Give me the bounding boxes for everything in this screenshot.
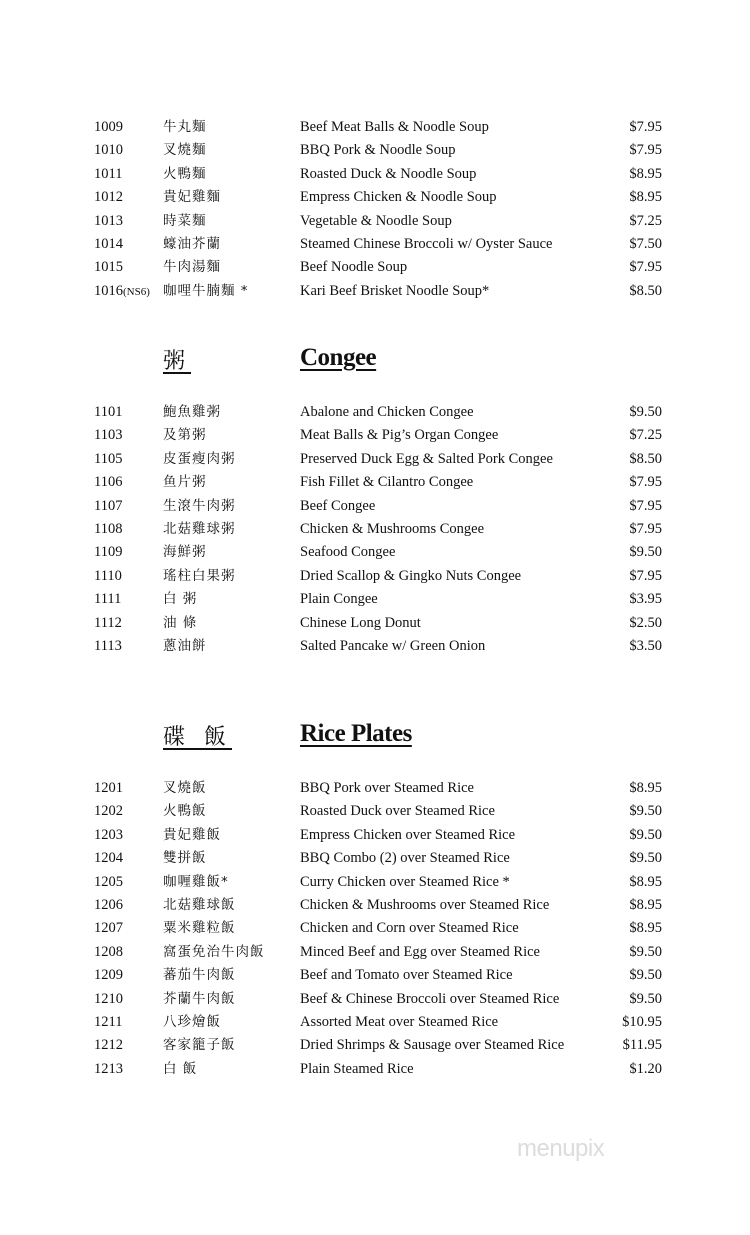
item-code-number: 1206 xyxy=(94,897,123,913)
item-code xyxy=(94,894,123,917)
item-price: $9.50 xyxy=(629,850,662,867)
item-name-english: Chicken and Corn over Steamed Rice xyxy=(300,920,519,937)
item-code-number: 1110 xyxy=(94,567,122,584)
item-code xyxy=(94,964,123,987)
menu-item-row xyxy=(0,541,750,564)
item-code xyxy=(94,1034,123,1057)
item-code-number: 1101 xyxy=(94,404,123,420)
item-name-chinese: 鱼片粥 xyxy=(163,474,207,491)
menu-item-row xyxy=(0,941,750,964)
item-code-number: 1211 xyxy=(94,1014,123,1030)
menu-item-row xyxy=(0,988,750,1011)
item-name-english: Beef Congee xyxy=(300,497,376,514)
item-code xyxy=(94,424,122,447)
item-name-english: Roasted Duck over Steamed Rice xyxy=(300,803,495,820)
item-code-number: 1208 xyxy=(94,943,123,960)
item-code-number: 1105 xyxy=(94,450,123,467)
menu-item-row xyxy=(0,448,750,471)
item-code xyxy=(94,233,123,256)
item-name-english: Kari Beef Brisket Noodle Soup* xyxy=(300,282,490,299)
item-code-number: 1009 xyxy=(94,119,123,135)
menu-item-row xyxy=(0,635,750,658)
item-code xyxy=(94,847,123,870)
item-name-english: Dried Scallop & Gingko Nuts Congee xyxy=(300,567,522,584)
item-price: $8.95 xyxy=(629,920,662,937)
item-name-english: BBQ Combo (2) over Steamed Rice xyxy=(300,850,510,867)
item-code xyxy=(94,1011,122,1034)
menu-item-row xyxy=(0,800,750,823)
menu-item-row xyxy=(0,1058,750,1081)
item-price: $7.95 xyxy=(629,497,662,514)
item-name-chinese: 火鴨麵 xyxy=(163,165,207,182)
item-name-english: Curry Chicken over Steamed Rice * xyxy=(300,873,510,890)
item-name-english: Plain Congee xyxy=(300,591,378,608)
item-name-english: Assorted Meat over Steamed Rice xyxy=(300,1014,499,1030)
menu-item-row xyxy=(0,777,750,800)
item-code-number: 1209 xyxy=(94,967,123,984)
menu-item-row xyxy=(0,824,750,847)
item-name-chinese: 海鮮粥 xyxy=(163,544,207,561)
item-code-number: 1205 xyxy=(94,873,123,890)
item-code-number: 1210 xyxy=(94,990,123,1007)
item-name-english: Salted Pancake w/ Green Onion xyxy=(300,638,486,654)
item-price: $9.50 xyxy=(629,967,662,984)
item-code xyxy=(94,163,122,186)
item-name-english: Chinese Long Donut xyxy=(300,614,421,631)
item-name-chinese: 瑤柱白果粥 xyxy=(163,567,236,584)
item-price: $9.50 xyxy=(629,803,662,820)
menu-item-row xyxy=(0,1034,750,1057)
item-price: $8.95 xyxy=(629,165,662,182)
item-code xyxy=(94,800,123,823)
item-code xyxy=(94,565,122,588)
menu-item-row xyxy=(0,471,750,494)
item-name-chinese: 蔥油餅 xyxy=(163,638,207,654)
item-name-english: Beef Meat Balls & Noodle Soup xyxy=(300,119,489,135)
menu-item-row xyxy=(0,186,750,209)
item-price: $8.95 xyxy=(629,189,662,206)
item-code xyxy=(94,824,123,847)
item-price: $9.50 xyxy=(629,826,662,843)
item-code xyxy=(94,518,122,541)
item-name-english: BBQ Pork over Steamed Rice xyxy=(300,780,474,796)
item-code-number: 1113 xyxy=(94,638,122,654)
menu-item-row xyxy=(0,495,750,518)
item-name-chinese: 貴妃雞飯 xyxy=(163,826,221,843)
item-name-english: Beef Noodle Soup xyxy=(300,259,408,276)
item-name-chinese: 咖哩牛腩麵 * xyxy=(163,282,249,299)
menu-item-row xyxy=(0,964,750,987)
item-code-number: 1108 xyxy=(94,521,123,537)
item-code-number: 1106 xyxy=(94,474,123,491)
menu-item-row xyxy=(0,565,750,588)
item-name-chinese: 北菇雞球飯 xyxy=(163,897,236,913)
item-name-english: Chicken & Mushrooms over Steamed Rice xyxy=(300,897,550,913)
item-price: $1.20 xyxy=(629,1060,662,1077)
item-code xyxy=(94,495,122,518)
item-code xyxy=(94,777,123,800)
item-name-chinese: 生滾牛肉粥 xyxy=(163,497,236,514)
item-code-note: (NS6) xyxy=(123,285,150,298)
item-name-english: Empress Chicken over Steamed Rice xyxy=(300,826,516,843)
item-name-chinese: 粟米雞粒飯 xyxy=(163,920,236,937)
item-name-english: Plain Steamed Rice xyxy=(300,1060,414,1077)
menu-item-row xyxy=(0,1011,750,1034)
item-code-number: 1015 xyxy=(94,259,123,276)
item-price: $7.95 xyxy=(629,521,662,537)
item-code-number: 1013 xyxy=(94,212,123,229)
item-name-chinese: 咖喱雞飯* xyxy=(163,873,229,890)
item-code xyxy=(94,139,123,162)
menu-item-row xyxy=(0,917,750,940)
item-code-number: 1207 xyxy=(94,920,123,937)
item-code xyxy=(94,401,122,424)
menu-item-row xyxy=(0,871,750,894)
item-name-english: Dried Shrimps & Sausage over Steamed Rice xyxy=(300,1037,565,1054)
item-price: $8.95 xyxy=(629,780,662,796)
item-code xyxy=(94,612,122,635)
item-code xyxy=(94,186,123,209)
item-name-chinese: 牛丸麵 xyxy=(163,119,207,135)
item-code-number: 1111 xyxy=(94,591,122,608)
item-name-chinese: 白 飯 xyxy=(163,1060,198,1077)
congee-title-en: Congee xyxy=(300,344,377,371)
item-price: $9.50 xyxy=(629,943,662,960)
item-code-number: 1202 xyxy=(94,803,123,820)
item-code xyxy=(94,588,121,611)
item-price: $7.95 xyxy=(629,259,662,276)
item-name-chinese: 蕃茄牛肉飯 xyxy=(163,967,236,984)
item-price: $11.95 xyxy=(622,1037,662,1054)
item-price: $8.50 xyxy=(629,282,662,299)
item-name-english: Fish Fillet & Cilantro Congee xyxy=(300,474,474,491)
item-price: $9.50 xyxy=(629,544,662,561)
item-code-number: 1203 xyxy=(94,826,123,843)
item-name-chinese: 客家籠子飯 xyxy=(163,1037,236,1054)
item-code-number: 1010 xyxy=(94,142,123,159)
item-name-english: Preserved Duck Egg & Salted Pork Congee xyxy=(300,450,553,467)
item-name-chinese: 時菜麵 xyxy=(163,212,207,229)
rice-plates-title-en: Rice Plates xyxy=(300,720,412,747)
item-code-number: 1212 xyxy=(94,1037,123,1054)
menu-item-row xyxy=(0,894,750,917)
item-price: $7.50 xyxy=(629,236,662,252)
menu-item-row xyxy=(0,163,750,186)
item-code xyxy=(94,471,122,494)
menu-item-row xyxy=(0,256,750,279)
item-name-english: Minced Beef and Egg over Steamed Rice xyxy=(300,943,540,960)
item-price: $2.50 xyxy=(629,614,662,631)
item-price: $8.95 xyxy=(629,897,662,913)
rice-plates-title-zh: 碟 飯 xyxy=(163,725,232,750)
item-code xyxy=(94,871,123,894)
item-code-number: 1213 xyxy=(94,1060,123,1077)
watermark-logo: menupix xyxy=(517,1135,605,1162)
item-price: $8.50 xyxy=(629,450,662,467)
item-price: $7.95 xyxy=(629,567,662,584)
item-code-number: 1204 xyxy=(94,850,123,867)
item-code xyxy=(94,448,122,471)
item-name-english: Empress Chicken & Noodle Soup xyxy=(300,189,497,206)
item-code xyxy=(94,280,150,304)
item-name-english: BBQ Pork & Noodle Soup xyxy=(300,142,456,159)
menu-item-row xyxy=(0,139,750,162)
item-price: $9.50 xyxy=(629,990,662,1007)
item-name-english: Steamed Chinese Broccoli w/ Oyster Sauce xyxy=(300,236,553,252)
item-price: $8.95 xyxy=(629,873,662,890)
item-name-english: Abalone and Chicken Congee xyxy=(300,404,474,420)
item-name-chinese: 八珍燴飯 xyxy=(163,1014,221,1030)
item-name-chinese: 叉燒飯 xyxy=(163,780,207,796)
item-name-chinese: 及第粥 xyxy=(163,427,207,444)
item-code xyxy=(94,635,122,658)
item-price: $7.95 xyxy=(629,474,662,491)
item-code-number: 1016 xyxy=(94,282,123,299)
item-price: $7.95 xyxy=(629,142,662,159)
item-code xyxy=(94,116,123,139)
item-code-number: 1109 xyxy=(94,544,123,561)
menu-item-row xyxy=(0,518,750,541)
item-name-chinese: 貴妃雞麵 xyxy=(163,189,221,206)
item-code xyxy=(94,941,123,964)
menu-item-row xyxy=(0,612,750,635)
menu-item-row xyxy=(0,210,750,233)
item-name-chinese: 火鴨飯 xyxy=(163,803,207,820)
item-code-number: 1107 xyxy=(94,497,123,514)
item-code xyxy=(94,988,123,1011)
item-name-chinese: 雙拼飯 xyxy=(163,850,207,867)
item-price: $7.95 xyxy=(629,119,662,135)
menu-item-row xyxy=(0,233,750,256)
item-code-number: 1012 xyxy=(94,189,123,206)
item-code-number: 1201 xyxy=(94,780,123,796)
item-code-number: 1011 xyxy=(94,165,123,182)
item-name-english: Roasted Duck & Noodle Soup xyxy=(300,165,477,182)
item-price: $3.50 xyxy=(629,638,662,654)
item-code-number: 1112 xyxy=(94,614,122,631)
item-code xyxy=(94,256,123,279)
item-name-english: Chicken & Mushrooms Congee xyxy=(300,521,485,537)
item-name-chinese: 皮蛋瘦肉粥 xyxy=(163,450,236,467)
item-price: $10.95 xyxy=(622,1014,662,1030)
item-code xyxy=(94,917,123,940)
congee-title-zh: 粥 xyxy=(163,349,192,374)
menu-item-row xyxy=(0,280,750,303)
item-name-chinese: 窩蛋免治牛肉飯 xyxy=(163,943,265,960)
item-name-english: Beef & Chinese Broccoli over Steamed Rice xyxy=(300,990,560,1007)
item-name-english: Seafood Congee xyxy=(300,544,396,561)
item-name-english: Beef and Tomato over Steamed Rice xyxy=(300,967,513,984)
item-price: $7.25 xyxy=(629,212,662,229)
item-name-chinese: 蠔油芥蘭 xyxy=(163,236,221,252)
item-name-english: Vegetable & Noodle Soup xyxy=(300,212,452,229)
item-code xyxy=(94,210,123,233)
menu-item-row xyxy=(0,588,750,611)
item-code xyxy=(94,541,122,564)
item-price: $3.95 xyxy=(629,591,662,608)
menu-item-row xyxy=(0,424,750,447)
item-code-number: 1103 xyxy=(94,427,123,444)
menu-item-row xyxy=(0,401,750,424)
item-name-chinese: 叉燒麵 xyxy=(163,142,207,159)
item-name-chinese: 白 粥 xyxy=(163,591,198,608)
item-price: $7.25 xyxy=(629,427,662,444)
menu-item-row xyxy=(0,847,750,870)
item-name-chinese: 鮑魚雞粥 xyxy=(163,404,221,420)
item-name-chinese: 牛肉湯麵 xyxy=(163,259,221,276)
item-name-english: Meat Balls & Pig’s Organ Congee xyxy=(300,427,499,444)
item-name-chinese: 北菇雞球粥 xyxy=(163,521,236,537)
item-name-chinese: 油 條 xyxy=(163,614,198,631)
item-code xyxy=(94,1058,123,1081)
menu-item-row xyxy=(0,116,750,139)
item-price: $9.50 xyxy=(629,404,662,420)
item-code-number: 1014 xyxy=(94,236,123,252)
item-name-chinese: 芥蘭牛肉飯 xyxy=(163,990,236,1007)
